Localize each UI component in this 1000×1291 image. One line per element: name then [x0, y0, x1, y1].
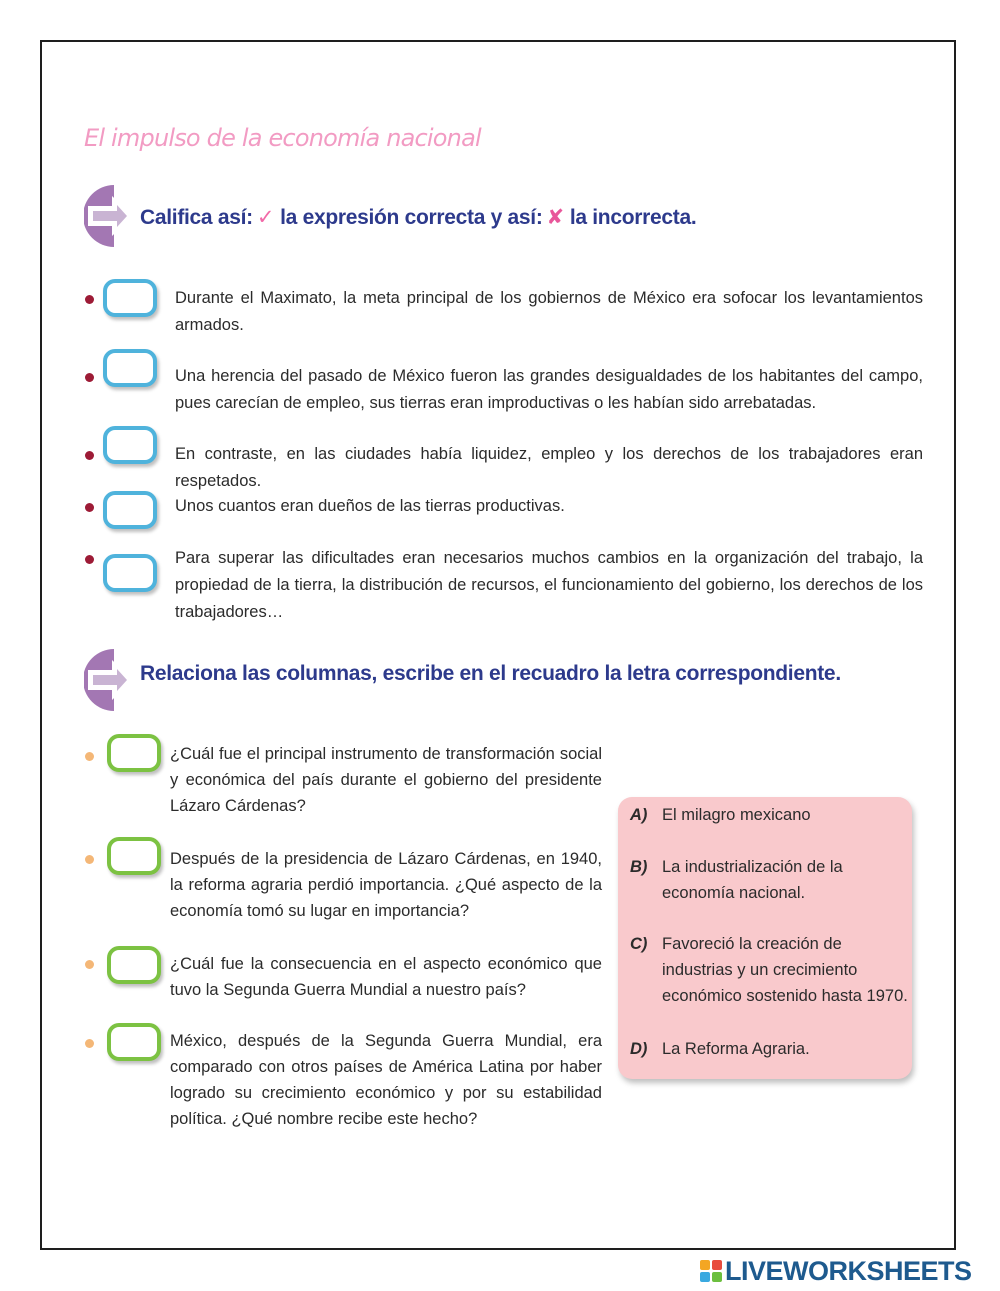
match-box-1[interactable] [107, 734, 161, 772]
bullet-icon [85, 555, 94, 564]
bullet-icon [85, 960, 94, 969]
bullet-icon [85, 373, 94, 382]
section1-instruction: Califica así: ✓ la expresión correcta y así: ✘ la incorrecta. [140, 206, 697, 229]
bullet-icon [85, 451, 94, 460]
bullet-icon [85, 1039, 94, 1048]
option-c: C) Favoreció la creación de industrias y un crecimiento económico sostenido hasta 1970. [630, 935, 908, 1005]
arrow-circle-icon [84, 647, 138, 713]
match-box-3[interactable] [107, 946, 161, 984]
statement-2: Una herencia del pasado de México fueron las grandes desigualdades de los habitantes del campo, pues carecían de empleo, sus tierras eran improductivas o les habían sido arrebatadas. [175, 367, 923, 412]
answer-box-2[interactable] [103, 349, 157, 387]
bullet-icon [85, 503, 94, 512]
option-a: A) El milagro mexicano [630, 806, 811, 824]
statement-5: Para superar las dificultades eran necesarios muchos cambios en la organización del trabajo, la propiedad de la tierra, la distribución de recursos, el funcionamiento del gobierno, los derechos de los trabajadores… [175, 549, 923, 621]
question-2: Después de la presidencia de Lázaro Cárdenas, en 1940, la reforma agraria perdió importancia. ¿Qué aspecto de la economía tomó su lugar en importancia? [170, 850, 602, 920]
answer-box-4[interactable] [103, 491, 157, 529]
question-3: ¿Cuál fue la consecuencia en el aspecto económico que tuvo la Segunda Guerra Mundial a nuestro país? [170, 955, 602, 999]
brand-squares-icon [700, 1260, 722, 1282]
bullet-icon [85, 752, 94, 761]
question-1: ¿Cuál fue el principal instrumento de transformación social y económica del país durante el gobierno del presidente Lázaro Cárdenas? [170, 745, 602, 815]
question-4: México, después de la Segunda Guerra Mundial, era comparado con otros países de América Latina por haber logrado su crecimiento económico y por su estabilidad política. ¿Qué nombre recibe este hecho? [170, 1032, 602, 1128]
cross-mark-icon: ✘ [546, 206, 564, 229]
bullet-icon [85, 295, 94, 304]
liveworksheets-logo: LIVEWORKSHEETS [700, 1256, 972, 1286]
option-b: B) La industrialización de la economía nacional. [630, 858, 843, 902]
statement-3: En contraste, en las ciudades había liquidez, empleo y los derechos de los trabajadores eran respetados. [175, 445, 923, 490]
statement-1: Durante el Maximato, la meta principal de los gobiernos de México era sofocar los levantamientos armados. [175, 289, 923, 334]
options-panel [618, 797, 912, 1079]
match-box-4[interactable] [107, 1023, 161, 1061]
answer-box-3[interactable] [103, 426, 157, 464]
page-title: El impulso de la economía nacional [84, 124, 481, 152]
answer-box-1[interactable] [103, 279, 157, 317]
bullet-icon [85, 855, 94, 864]
check-mark-icon: ✓ [256, 206, 275, 229]
answer-box-5[interactable] [103, 554, 157, 592]
arrow-circle-icon [84, 183, 138, 249]
option-d: D) La Reforma Agraria. [630, 1040, 810, 1058]
match-box-2[interactable] [107, 837, 161, 875]
section2-instruction: Relaciona las columnas, escribe en el recuadro la letra correspondiente. [140, 662, 841, 685]
statement-4: Unos cuantos eran dueños de las tierras productivas. [175, 497, 565, 515]
